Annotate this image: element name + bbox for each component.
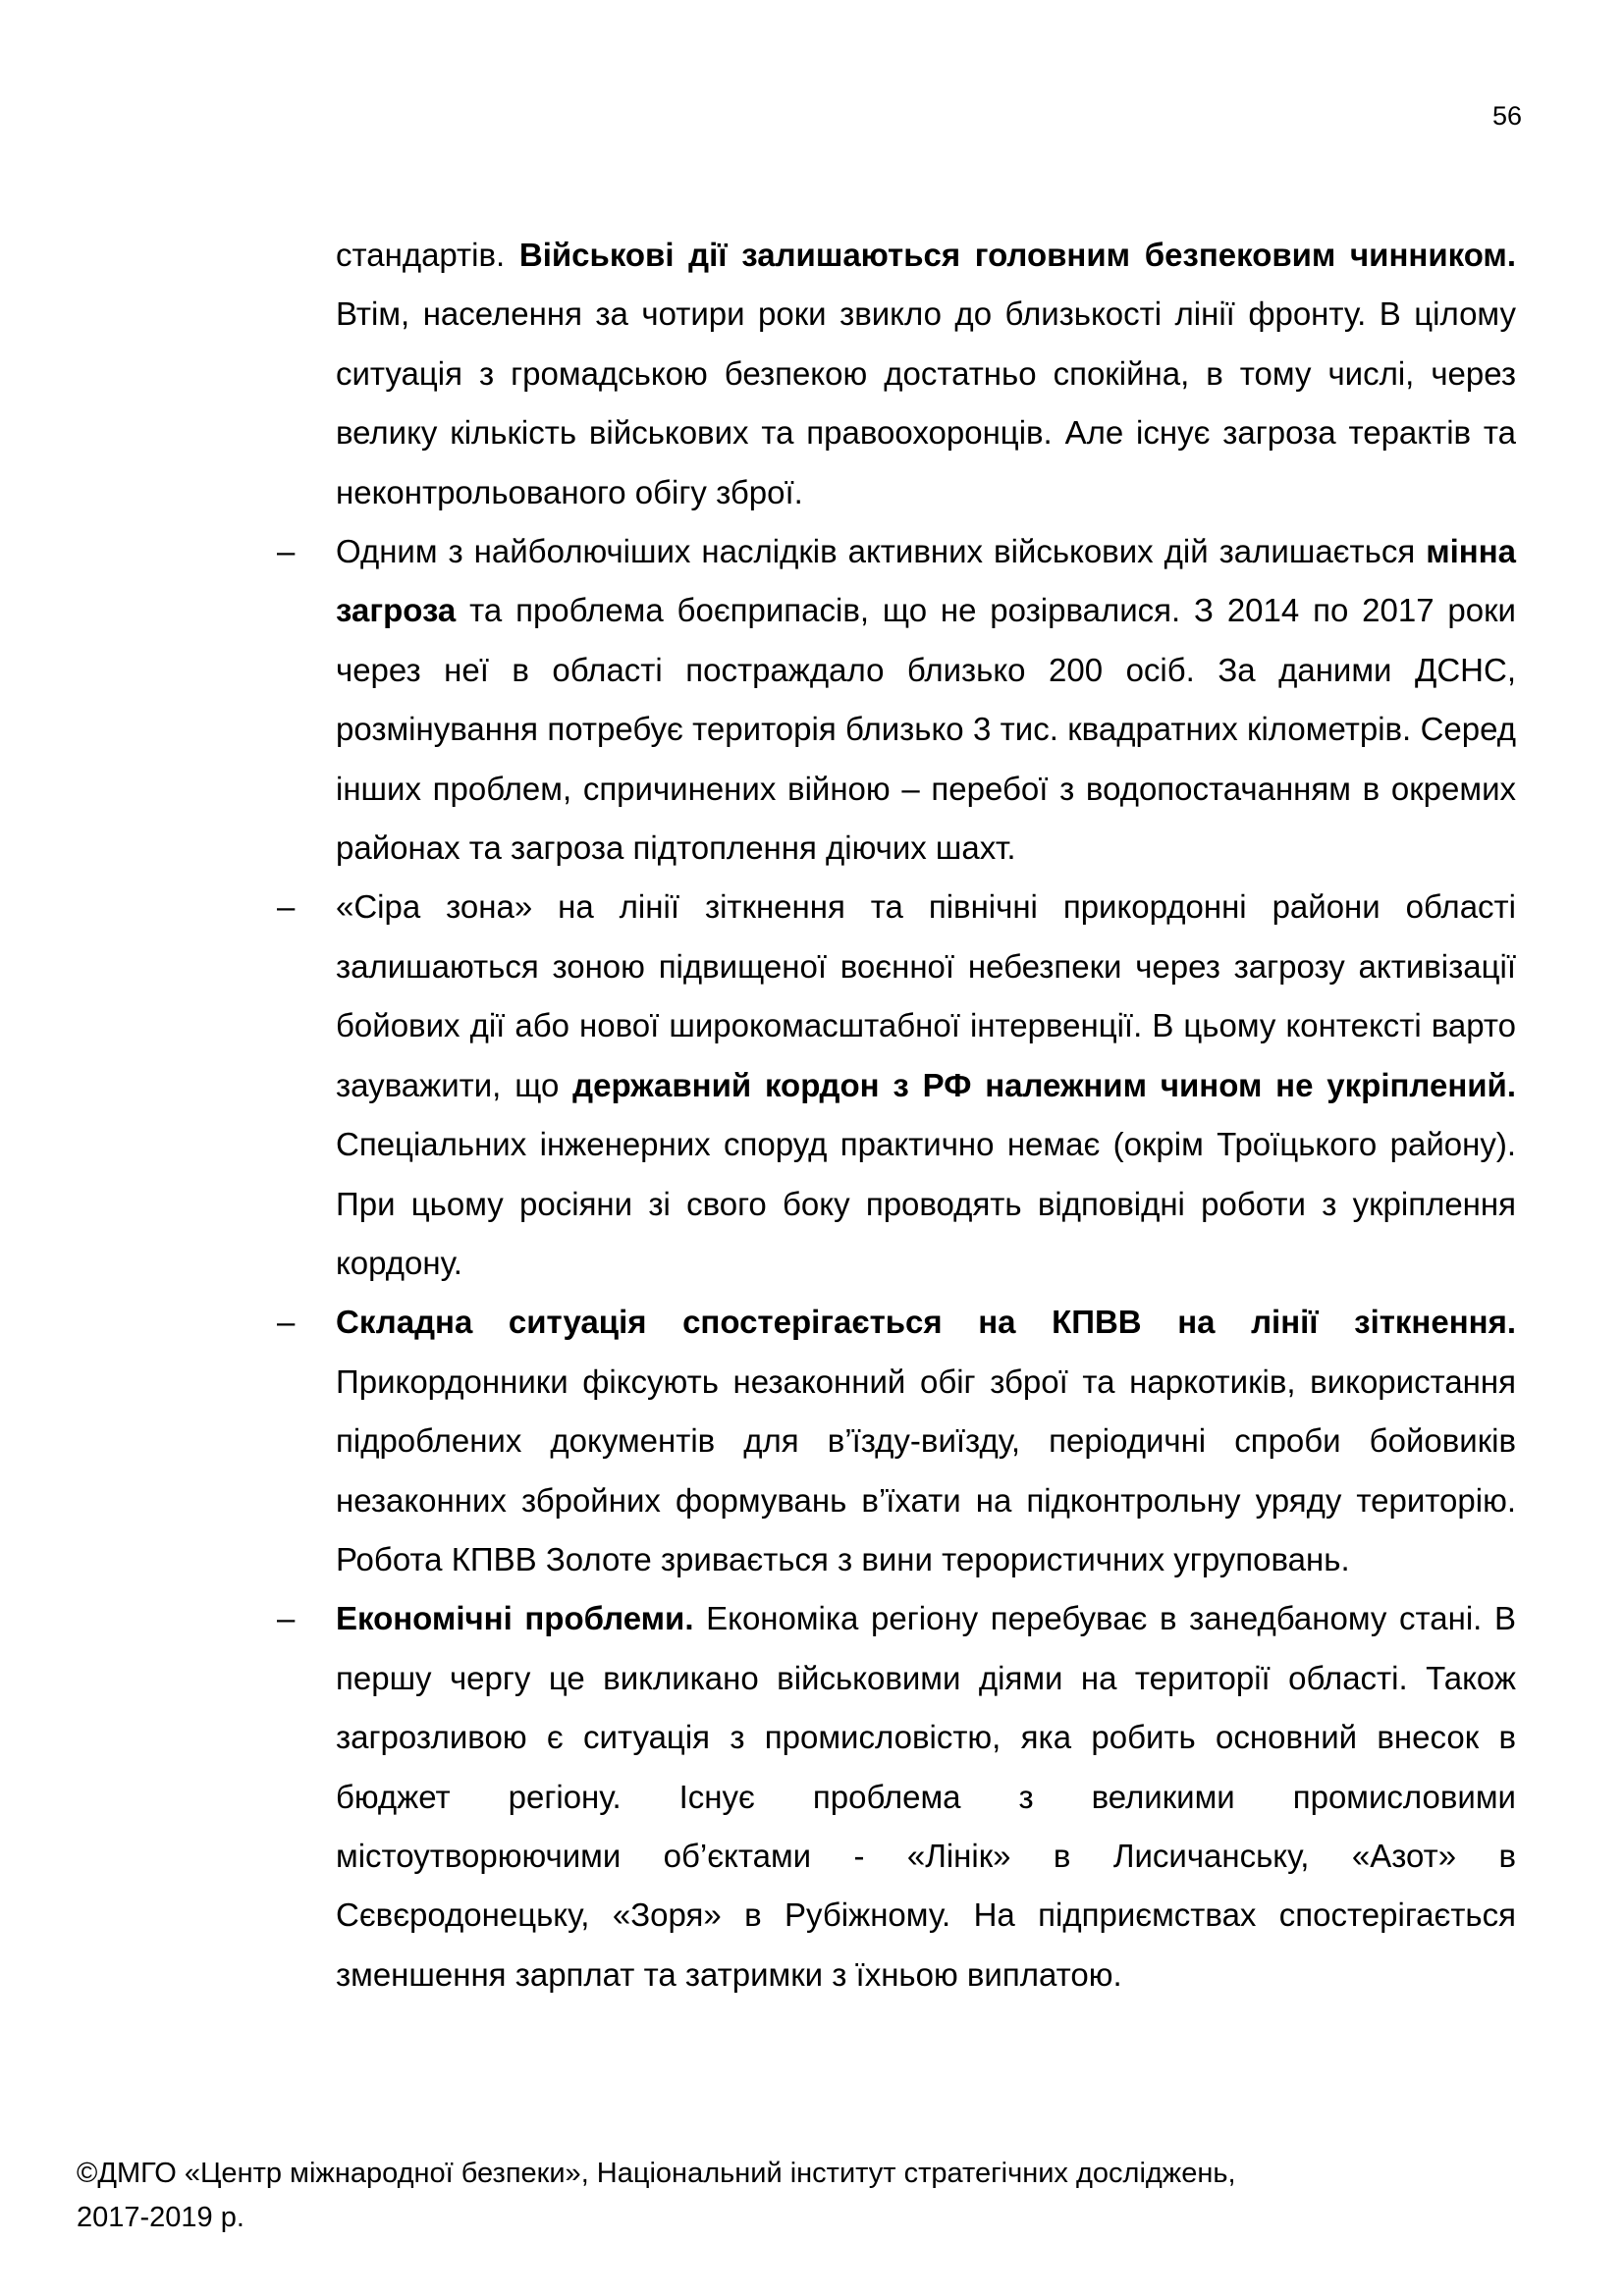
bold-text-segment: державний кордон з РФ належним чином не укріплений. — [572, 1066, 1516, 1103]
list-item — [277, 878, 1516, 1293]
bold-text-segment: Економічні проблеми. — [336, 1600, 694, 1637]
bullet-dash: – — [277, 1600, 296, 1637]
bullet-dash: – — [277, 888, 296, 926]
list-item — [277, 1293, 1516, 1589]
bullet-dash: – — [277, 1304, 296, 1341]
footer-years: 2017-2019 р. — [77, 2202, 244, 2233]
text-segment: стандартів. — [336, 237, 519, 273]
bullet-dash: – — [277, 533, 296, 570]
page-footer — [77, 2152, 1451, 2240]
text-segment: Економіка регіону перебуває в занедбаному стані. В першу чергу це викликано військовими діями на території області. Також загрозливою є ситуація з промисловістю, яка робить основний внесок в бюджет регіону. Існує проблема з великими промисловими містоутворюючими об’єктами - «Лінік» в Лисичанську, «Азот» в Сєвєродонецьку, «Зоря» в Рубіжному. На підприємствах спостерігається зменшення зарплат та затримки з їхньою виплатою. — [336, 1600, 1516, 1993]
document-body — [277, 226, 1516, 2004]
paragraph-continuation — [277, 226, 1516, 522]
bold-text-segment: Військові дії залишаються головним безпековим чинником. — [518, 237, 1516, 273]
text-segment: Прикордонники фіксують незаконний обіг зброї та наркотиків, використання підроблених документів для в’їзду-виїзду, періодичні спроби бойовиків незаконних збройних формувань в’їхати на підконтрольну уряду територію. Робота КПВВ Золоте зривається з вини терористичних угруповань. — [336, 1362, 1516, 1577]
text-segment: Одним з найболючіших наслідків активних військових дій залишається — [336, 533, 1427, 570]
bold-text-segment: Складна ситуація спостерігається на КПВВ на лінії зіткнення. — [336, 1304, 1516, 1341]
page-number: 56 — [1491, 101, 1522, 131]
text-segment: Спеціальних інженерних споруд практично немає (окрім Троїцького району). При цьому росіяни зі свого боку проводять відповідні роботи з укріплення кордону. — [336, 1126, 1516, 1281]
text-segment: та проблема боєприпасів, що не розірвалися. З 2014 по 2017 роки через неї в області постраждало близько 200 осіб. За даними ДСНС, розмінування потребує територія близько 3 тис. квадратних кілометрів. Серед інших проблем, спричинених війною – перебої з водопостачанням в окремих районах та загроза підтоплення діючих шахт. — [336, 592, 1516, 867]
text-segment: Втім, населення за чотири роки звикло до близькості лінії фронту. В цілому ситуація з громадською безпекою достатньо спокійна, в тому числі, через велику кількість військових та правоохоронців. Але існує загроза терактів та неконтрольованого обігу зброї. — [336, 295, 1516, 510]
bold-text-segment: мінна загроза — [336, 533, 1516, 629]
footer-copyright: ©ДМГО «Центр міжнародної безпеки», Національний інститут стратегічних досліджень, — [77, 2158, 1236, 2189]
list-item — [277, 522, 1516, 878]
list-item — [277, 1589, 1516, 2004]
text-segment: «Сіра зона» на лінії зіткнення та північні прикордонні райони області залишаються зоною підвищеної воєнної небезпеки через загрозу активізації бойових дії або нової широкомасштабної інтервенції. В цьому контексті варто зауважити, що — [336, 888, 1516, 1103]
